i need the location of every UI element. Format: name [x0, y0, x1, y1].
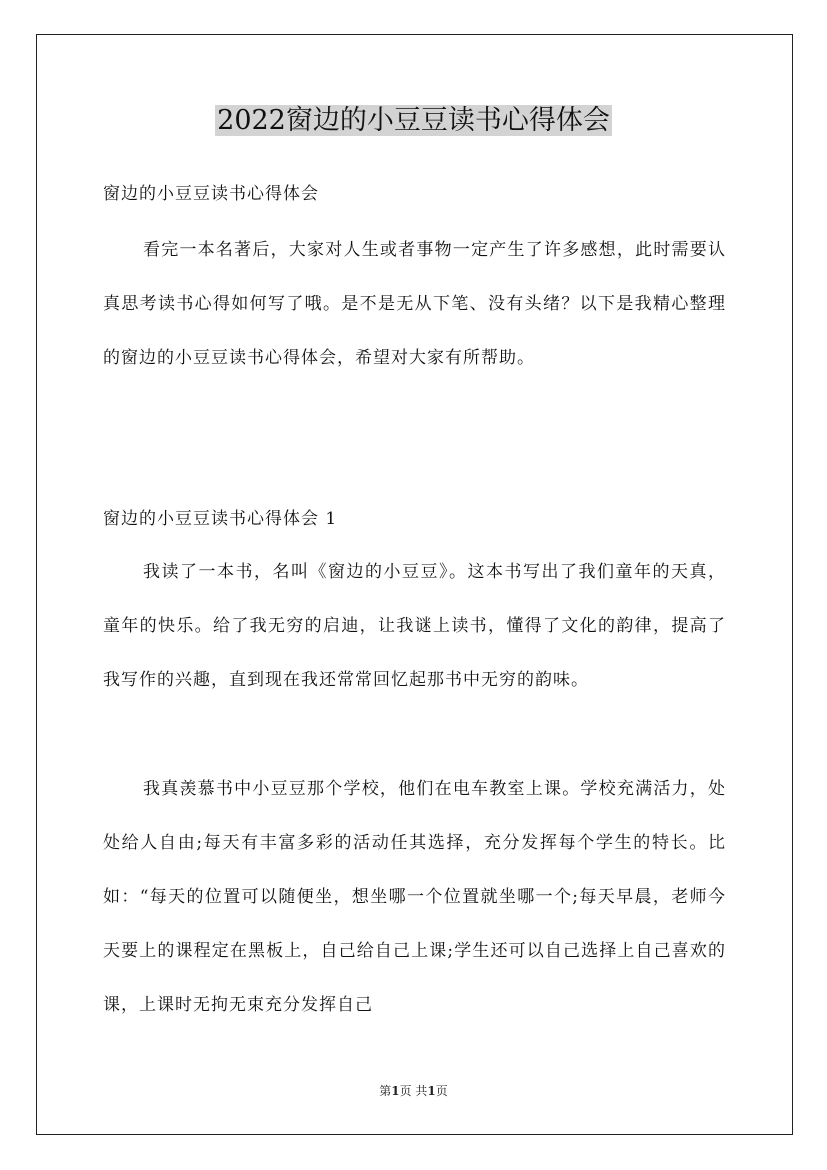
intro-heading: 窗边的小豆豆读书心得体会 [103, 184, 319, 204]
footer-suffix: 页 [435, 1084, 448, 1098]
document-title [0, 99, 827, 143]
footer-prefix: 第 [379, 1084, 392, 1098]
page-footer [0, 1083, 827, 1099]
section1-heading: 窗边的小豆豆读书心得体会 1 [103, 509, 338, 529]
footer-page-total: 1 [427, 1084, 436, 1098]
section1-paragraph-1: 我读了一本书，名叫《窗边的小豆豆》。这本书写出了我们童年的天真，童年的快乐。给了我无穷的启迪，让我谜上读书，懂得了文化的韵律，提高了我写作的兴趣，直到现在我还常常回忆起那书中无穷的韵味。 [103, 562, 726, 690]
section1-paragraph-2: 我真羡慕书中小豆豆那个学校，他们在电车教室上课。学校充满活力，处处给人自由;每天有丰富多彩的活动任其选择，充分发挥每个学生的特长。比如：“每天的位置可以随便坐，想坐哪一个位置就坐哪一个;每天早晨，老师今天要上的课程定在黑板上，自己给自己上课;学生还可以自己选择上自己喜欢的课，上课时无拘无束充分发挥自己 [103, 779, 726, 1015]
footer-page-current: 1 [391, 1084, 400, 1098]
intro-paragraph: 看完一本名著后，大家对人生或者事物一定产生了许多感想，此时需要认真思考读书心得如何写了哦。是不是无从下笔、没有头绪？以下是我精心整理的窗边的小豆豆读书心得体会，希望对大家有所帮助。 [103, 240, 726, 368]
footer-mid: 页 共 [399, 1084, 428, 1098]
document-title-text: 2022窗边的小豆豆读书心得体会 [217, 105, 610, 136]
